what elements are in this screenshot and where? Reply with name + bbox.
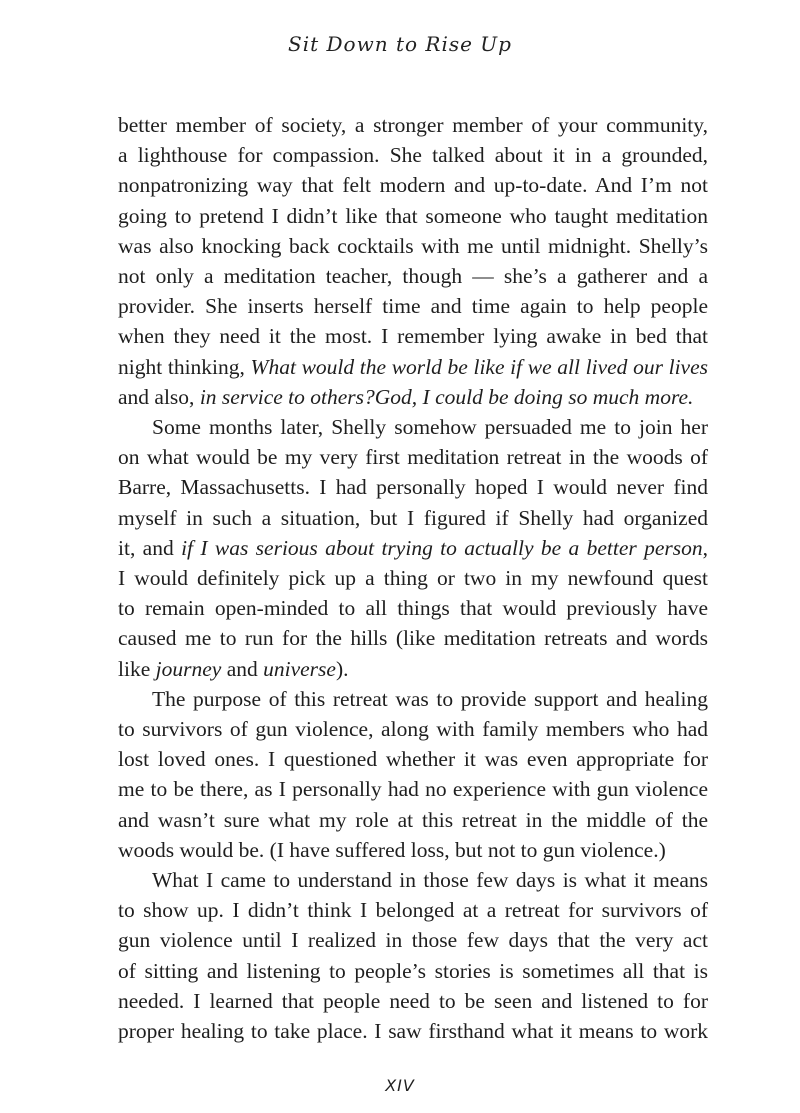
text-line [118,563,708,593]
text-line [118,744,708,774]
text-run: provider. She inserts herself time and time again to help people [118,294,708,319]
text-line [118,291,708,321]
text-line [118,352,708,382]
text-run: nonpatronizing way that felt modern and up-to-date. And I’m not [118,173,708,198]
text-line [118,593,708,623]
text-line [118,805,708,835]
text-line [118,1016,708,1046]
text-run: when they need it the most. I remember lying awake in bed that [118,324,708,349]
text-line [118,412,708,442]
text-line [118,201,708,231]
text-line [118,503,708,533]
text-line [118,986,708,1016]
text-line [118,895,708,925]
text-run: going to pretend I didn’t like that someone who taught meditation [118,203,708,228]
text-run: needed. I learned that people need to be seen and listened to for [118,988,708,1013]
text-run: Some months later, Shelly somehow persuaded me to join her [152,415,708,440]
text-line [118,623,708,653]
running-head-title: Sit Down to Rise Up [288,32,512,56]
italic-run: universe [263,656,336,681]
text-line [118,835,708,865]
text-line [118,774,708,804]
text-run: , [702,535,708,560]
text-run: it, and [118,535,182,560]
body-text [118,110,708,1046]
text-run: to show up. I didn’t think I belonged at a retreat for survivors of [118,898,708,923]
text-run: better member of society, a stronger member of your community, [118,113,708,137]
text-run: and [221,656,264,681]
text-run: me to be there, as I personally had no experience with gun violence [118,777,708,802]
text-line [118,684,708,714]
text-run: to remain open-minded to all things that would previously have [118,596,708,621]
text-line [118,110,708,140]
text-run: ). [335,656,349,681]
text-run: was also knocking back cocktails with me until midnight. Shelly’s [118,233,708,258]
italic-run: if I was serious about trying to actually be a better person [181,535,703,560]
text-line [118,865,708,895]
italic-run: God, I could be doing so much more. [374,384,694,409]
text-line [118,140,708,170]
text-run: gun violence until I realized in those few days that the very act [118,928,708,953]
text-run: like [118,656,156,681]
text-line [118,925,708,955]
page-number: XIV [385,1076,415,1095]
text-line [118,170,708,200]
text-run: myself in such a situation, but I figured if Shelly had organized [118,505,708,530]
text-run: and wasn’t sure what my role at this retreat in the middle of the [118,807,708,832]
text-run: What I came to understand in those few days is what it means [152,868,708,893]
text-run: and also, [118,384,200,409]
text-run: proper healing to take place. I saw firsthand what it means to work [118,1019,708,1044]
text-line [118,321,708,351]
text-line [118,442,708,472]
text-run: The purpose of this retreat was to provide support and healing [152,686,708,711]
text-run: woods would be. (I have suffered loss, but not to gun violence.) [118,837,666,862]
text-run: Barre, Massachusetts. I had personally hoped I would never find [118,475,708,500]
text-run: to survivors of gun violence, along with family members who had [118,717,708,742]
text-run: on what would be my very first meditation retreat in the woods of [118,445,708,470]
text-line [118,714,708,744]
text-line [118,261,708,291]
text-line [118,654,708,684]
text-line [118,231,708,261]
italic-run: in service to others? [199,384,375,409]
italic-run: journey [155,656,222,681]
text-line [118,956,708,986]
text-line [118,382,708,412]
text-line [118,533,708,563]
text-run: lost loved ones. I questioned whether it was even appropriate for [118,747,708,772]
text-run: night thinking, [118,354,251,379]
italic-run: What would the world be like if we all lived our lives [250,354,708,379]
text-run: of sitting and listening to people’s stories is sometimes all that is [118,958,708,983]
text-run: a lighthouse for compassion. She talked about it in a grounded, [118,143,708,168]
text-run: I would definitely pick up a thing or two in my newfound quest [118,566,708,591]
text-line [118,472,708,502]
text-run: not only a meditation teacher, though — she’s a gatherer and a [118,264,708,289]
text-run: caused me to run for the hills (like meditation retreats and words [118,626,708,651]
